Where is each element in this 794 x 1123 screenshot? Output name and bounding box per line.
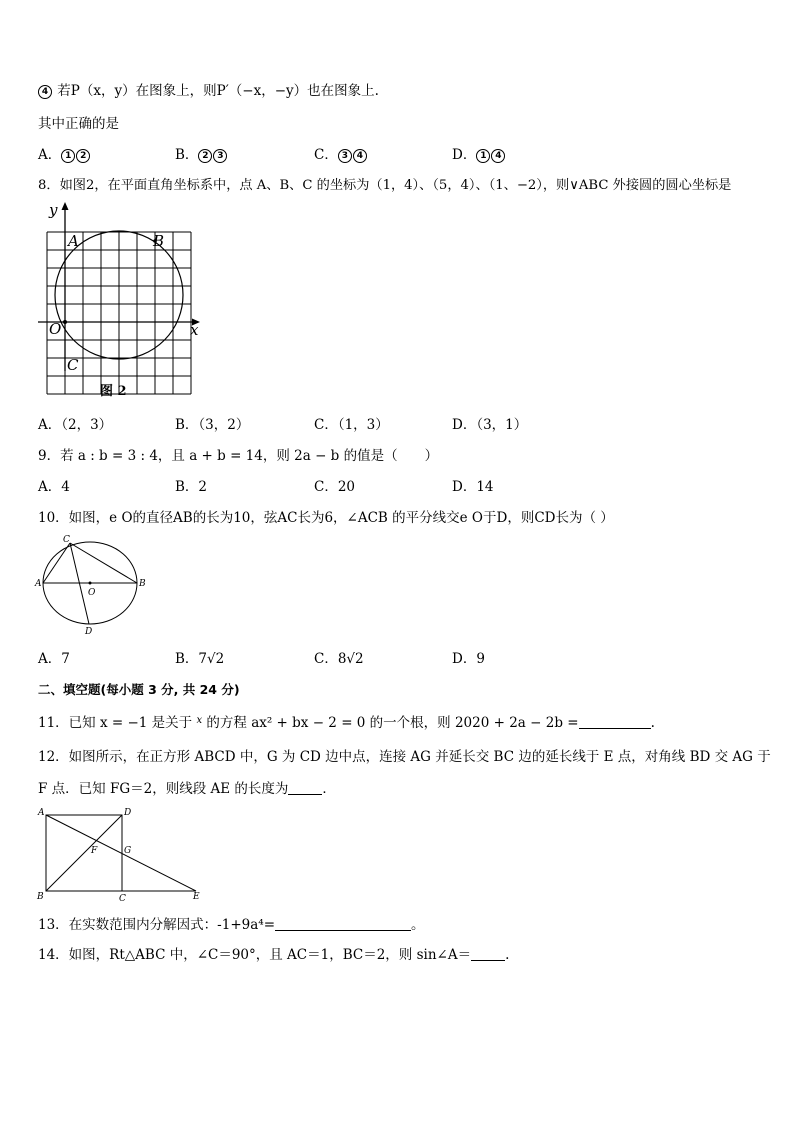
q7-option-a: A． 1 2 <box>38 146 91 164</box>
q8-coordinate-figure <box>38 198 213 403</box>
label-d: D <box>85 627 93 637</box>
q11-text-b: 的方程 ax² + bx − 2 = 0 的一个根，则 2020 + 2a − 2b = <box>202 715 579 731</box>
q14-answer-blank <box>471 960 505 961</box>
x-axis-label: x <box>190 321 199 339</box>
circled-number: 2 <box>198 149 212 163</box>
label-e: E <box>193 892 200 901</box>
label-a: A <box>38 808 45 818</box>
diagonal-bd <box>46 815 122 891</box>
circled-number: 3 <box>338 149 352 163</box>
chord-cb <box>70 543 137 583</box>
q14: 14．如图，Rt△ABC 中，∠C＝90°，且 AC＝1，BC＝2，则 sin∠A＝ . <box>38 947 510 963</box>
q7-item4 <box>38 82 379 100</box>
q10-option-b: B．7√2 <box>175 651 225 667</box>
q12-line2-wrap: F 点．已知 FG＝2，则线段 AE 的长度为 ． <box>38 781 336 797</box>
figure-caption: 图 2 <box>100 384 127 399</box>
chord-ac <box>43 543 70 583</box>
label-b: B <box>37 892 44 901</box>
q7-stem: 其中正确的是 <box>38 116 119 132</box>
q11-end: . <box>650 715 655 731</box>
q11 <box>38 712 655 732</box>
circled-number: 1 <box>61 149 75 163</box>
label-a: A <box>35 579 42 589</box>
q7-option-c: C． 3 4 <box>314 146 368 164</box>
q8-option-b: B．（3，2） <box>175 417 250 433</box>
origin-point <box>63 320 67 324</box>
q9-option-c: C．20 <box>314 479 356 495</box>
q13: 13．在实数范围内分解因式：-1+9a⁴= 。 <box>38 917 425 933</box>
q9-option-a: A．4 <box>38 479 70 495</box>
q9-option-b: B．2 <box>175 479 208 495</box>
circled-number: 4 <box>353 149 367 163</box>
y-axis-label: y <box>49 201 58 219</box>
q12-answer-blank <box>288 794 322 795</box>
q11-variable: x <box>196 715 203 726</box>
label-b: B <box>139 579 146 589</box>
q14-text: 14．如图，Rt△ABC 中，∠C＝90°，且 AC＝1，BC＝2，则 sin∠A＝ <box>38 947 472 963</box>
label-o: O <box>88 588 96 598</box>
q7-option-b: B． 2 3 <box>175 146 228 164</box>
q10-circle-figure <box>32 533 147 638</box>
point-b-label: B <box>153 232 165 250</box>
label-f: F <box>91 846 98 856</box>
q9-option-d: D．14 <box>452 479 494 495</box>
q12-line1: 12．如图所示，在正方形 ABCD 中，G 为 CD 边中点，连接 AG 并延长交 BC 边的延长线于 E 点，对角线 BD 交 AG 于 <box>38 749 771 765</box>
circled-number: 2 <box>76 149 90 163</box>
q11-text-a: 11．已知 x = −1 是关于 <box>38 715 197 731</box>
q11-answer-blank <box>579 728 651 729</box>
q13-text: 13．在实数范围内分解因式：-1+9a⁴= <box>38 917 276 933</box>
center-o <box>89 582 92 585</box>
q12-line2: F 点．已知 FG＝2，则线段 AE 的长度为 <box>38 781 289 797</box>
q8-text: 8．如图2，在平面直角坐标系中，点 A、B、C 的坐标为（1，4）、（5，4）、（1、−2），则∨ABC 外接圆的圆心坐标是 <box>38 178 732 193</box>
label-d: D <box>124 808 132 818</box>
q8-option-c: C．（1，3） <box>314 417 389 433</box>
q8-option-d: D．（3，1） <box>452 417 528 433</box>
origin-label: O <box>49 320 62 338</box>
point-a-label: A <box>68 232 79 250</box>
q10-option-a: A．7 <box>38 651 70 667</box>
section-heading: 二、填空题(每小题 3 分, 共 24 分) <box>38 682 240 697</box>
label-g: G <box>124 846 132 856</box>
q10-option-c: C．8√2 <box>314 651 364 667</box>
q8-option-a: A．（2，3） <box>38 417 113 433</box>
circled-number: 1 <box>476 149 490 163</box>
label-c: C <box>63 535 70 545</box>
line-ae <box>46 815 196 891</box>
label-c: C <box>119 894 126 901</box>
q7-item4-text: 若P（x，y）在图象上，则P′（−x，−y）也在图象上. <box>53 83 379 99</box>
q7-option-d: D． 1 4 <box>452 146 506 164</box>
circled-number: 3 <box>213 149 227 163</box>
q10-text: 10．如图，e O的直径AB的长为10，弦AC长为6，∠ACB 的平分线交e O于D，则CD长为（ ） <box>38 510 614 526</box>
circled-number: 4 <box>38 85 52 99</box>
y-axis-arrow <box>62 202 69 210</box>
q12-square-figure <box>36 806 206 901</box>
circled-number: 4 <box>491 149 505 163</box>
q9-text: 9．若 a : b = 3 : 4，且 a + b = 14，则 2a − b 的值是（ ） <box>38 448 439 464</box>
q10-option-d: D．9 <box>452 651 485 667</box>
q13-answer-blank <box>275 930 411 931</box>
point-c-label: C <box>67 356 79 374</box>
